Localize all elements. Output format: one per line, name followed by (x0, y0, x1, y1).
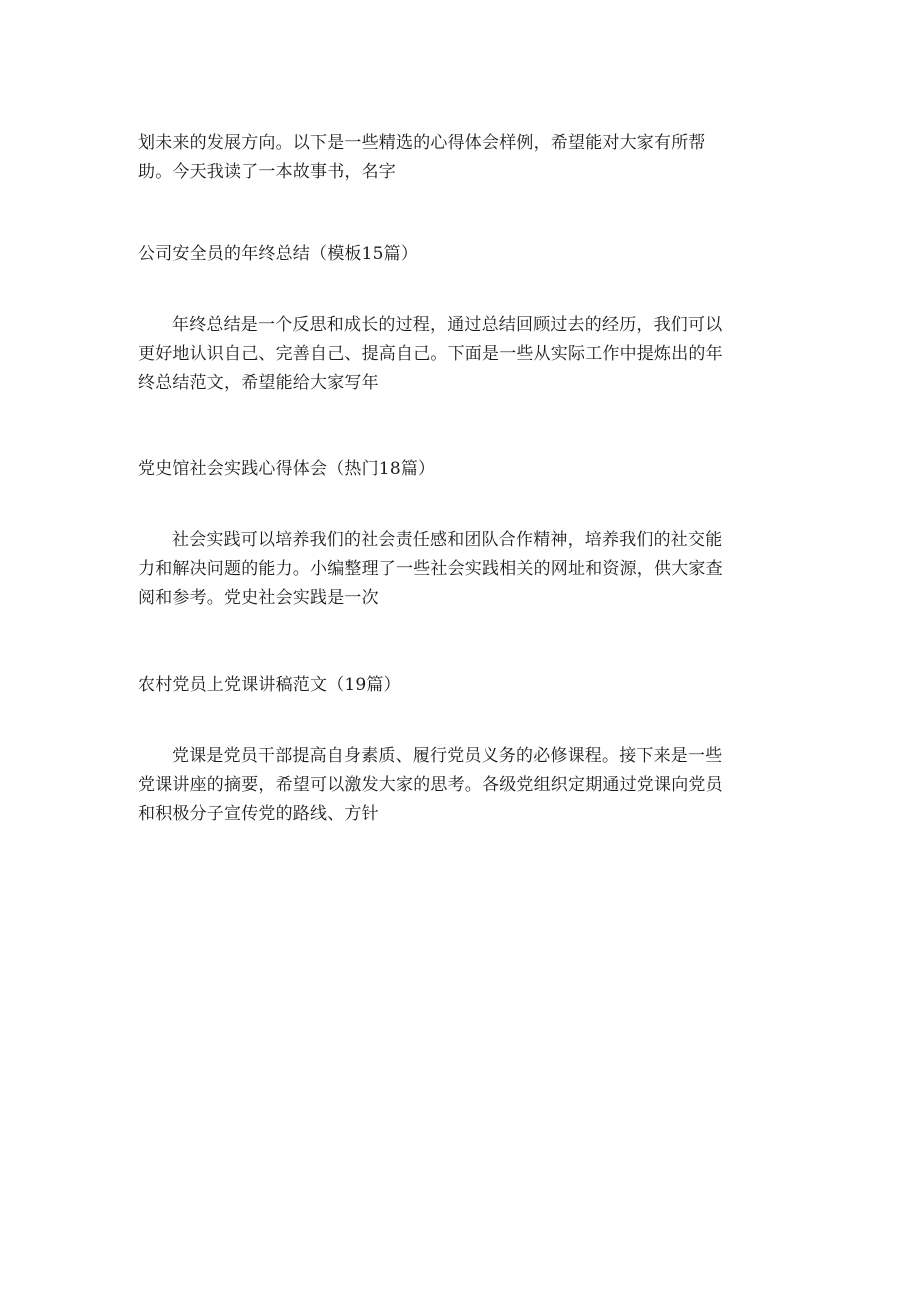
article-3-summary (138, 742, 778, 829)
article-2-line-2: 力和解决问题的能力。小编整理了一些社会实践相关的网址和资源，供大家查 (138, 559, 723, 579)
article-2-summary (138, 526, 778, 613)
article-1-line-2: 更好地认识自己、完善自己、提高自己。下面是一些从实际工作中提炼出的年 (138, 344, 723, 364)
article-1-line-3: 终总结范文，希望能给大家写年 (138, 373, 379, 393)
intro-line-2: 助。今天我读了一本故事书，名字 (138, 162, 396, 182)
intro-line-1: 划未来的发展方向。以下是一些精选的心得体会样例，希望能对大家有所帮 (138, 133, 706, 153)
article-1-line-1: 年终总结是一个反思和成长的过程，通过总结回顾过去的经历，我们可以 (172, 315, 723, 335)
article-3-line-2: 党课讲座的摘要，希望可以激发大家的思考。各级党组织定期通过党课向党员 (138, 775, 723, 795)
intro-paragraph (138, 129, 778, 187)
article-3-line-3: 和积极分子宣传党的路线、方针 (138, 804, 379, 824)
article-2-line-1: 社会实践可以培养我们的社会责任感和团队合作精神，培养我们的社交能 (172, 530, 723, 550)
article-2-title: 党史馆社会实践心得体会（热门18篇） (138, 459, 436, 479)
article-2-line-3: 阅和参考。党史社会实践是一次 (138, 588, 379, 608)
article-3-title: 农村党员上党课讲稿范文（19篇） (138, 675, 401, 695)
article-1-title: 公司安全员的年终总结（模板15篇） (138, 244, 419, 264)
article-3-line-1: 党课是党员干部提高自身素质、履行党员义务的必修课程。接下来是一些 (172, 746, 723, 766)
article-1-summary (138, 311, 778, 398)
